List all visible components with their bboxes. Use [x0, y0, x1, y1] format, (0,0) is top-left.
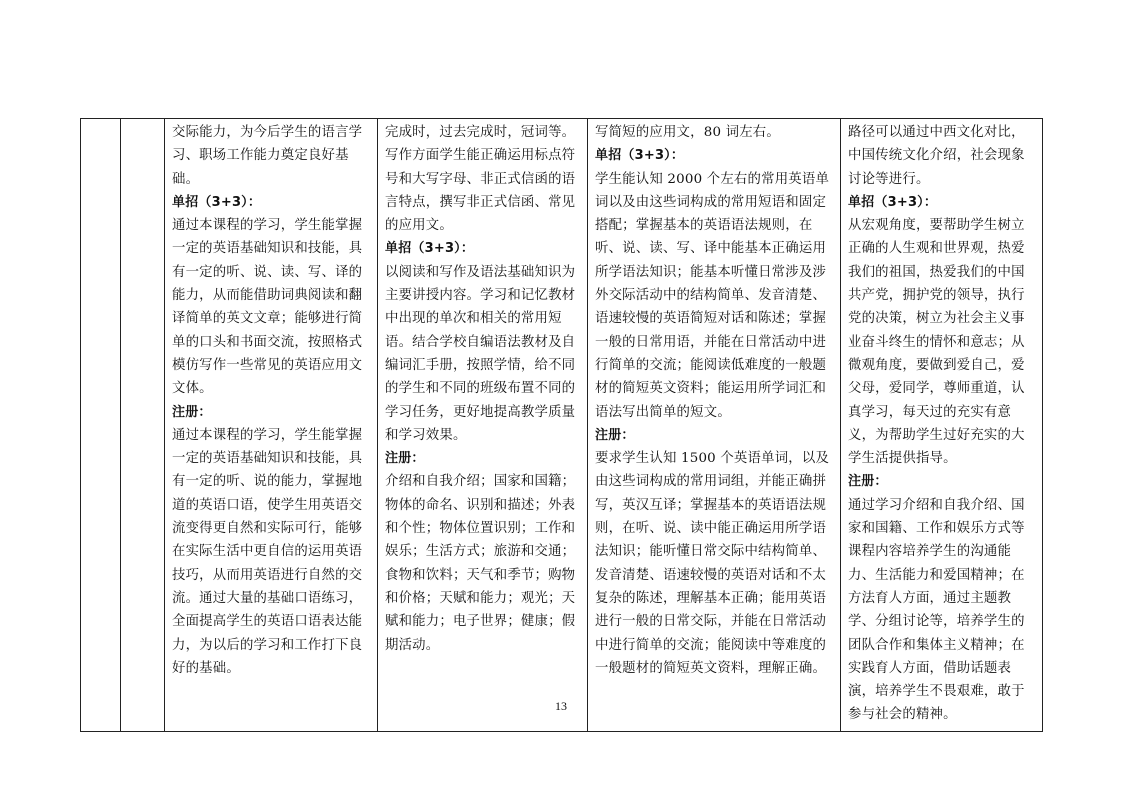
- blank-cell: [81, 119, 121, 732]
- section-heading: 单招（3+3）：: [385, 241, 475, 257]
- paragraph: 从宏观角度，要帮助学生树立正确的人生观和世界观，热爱我们的祖国，热爱我们的中国共产党，拥护党的领导，执行党的决策，树立为社会主义事业奋斗终生的情怀和意志；从微观角度，要做到爱自己，爱父母，爱同学，尊师重道，认真学习，每天过的充实有意义，为帮助学生过好充实的大学生活提供指导。: [848, 218, 1025, 467]
- paragraph: 写简短的应用文，80 词左右。: [595, 125, 780, 140]
- page-number: 13: [555, 699, 567, 713]
- section-heading: 注册：: [848, 474, 888, 490]
- paragraph: 通过本课程的学习，学生能掌握一定的英语基础知识和技能，具有一定的听、说的能力，掌握地道的英语口语，使学生用英语交流变得更自然和实际可行，能够在实际生活中更自信的运用英语技巧，从而用英语进行自然的交流。通过大量的基础口语练习，全面提高学生的英语口语表达能力，为以后的学习和工作打下良好的基础。: [172, 427, 363, 676]
- paragraph: 通过本课程的学习，学生能掌握一定的英语基础知识和技能，具有一定的听、说、读、写、译的能力，从而能借助词典阅读和翻译简单的英文文章；能够进行简单的口头和书面交流，按照格式模仿写作一些常见的英语应用文文体。: [172, 218, 363, 397]
- course-table: [80, 118, 1043, 732]
- table-row: [81, 119, 1043, 732]
- blank-cell: [121, 119, 165, 732]
- table-cell: [841, 119, 1043, 732]
- paragraph: 介绍和自我介绍；国家和国籍；物体的命名、识别和描述；外表和个性；物体位置识别；工作和娱乐；生活方式；旅游和交通；食物和饮料；天气和季节；购物和价格；天赋和能力；观光；天赋和能力；电子世界；健康；假期活动。: [385, 474, 576, 653]
- paragraph: 学生能认知 2000 个左右的常用英语单词以及由这些词构成的常用短语和固定搭配；掌握基本的英语语法规则，在听、说、读、写、译中能基本正确运用所学语法知识；能基本听懂日常涉及涉外交际活动中的结构简单、发音清楚、语速较慢的英语简短对话和陈述；掌握一般的日常用语，并能在日常活动中进行简单的交流；能阅读低难度的一般题材的简短英文资料；能运用所学词汇和语法写出简单的短文。: [595, 171, 830, 420]
- table-cell: [378, 119, 588, 732]
- section-heading: 单招（3+3）：: [595, 148, 685, 164]
- paragraph: 通过学习介绍和自我介绍、国家和国籍、工作和娱乐方式等课程内容培养学生的沟通能力、生活能力和爱国精神；在方法育人方面，通过主题教学、分组讨论等，培养学生的团队合作和集体主义精神；在实践育人方面，借助话题表演，培养学生不畏艰难，敢于参与社会的精神。: [848, 497, 1025, 723]
- paragraph: 交际能力，为今后学生的语言学习、职场工作能力奠定良好基础。: [172, 125, 363, 187]
- section-heading: 单招（3+3）：: [848, 194, 938, 210]
- paragraph: 完成时，过去完成时，冠词等。写作方面学生能正确运用标点符号和大写字母、非正式信函的语言特点，撰写非正式信函、常见的应用文。: [385, 125, 576, 234]
- section-heading: 注册：: [172, 404, 212, 420]
- table-cell: [165, 119, 378, 732]
- paragraph: 要求学生认知 1500 个英语单词，以及由这些词构成的常用词组，并能正确拼写，英汉互译；掌握基本的英语语法规则，在听、说、读中能正确运用所学语法知识；能听懂日常交际中结构简单、发音清楚、语速较慢的英语对话和不太复杂的陈述，理解基本正确；能用英语进行一般的日常交际，并能在日常活动中进行简单的交流；能阅读中等难度的一般题材的简短英文资料，理解正确。: [595, 451, 830, 676]
- paragraph: 路径可以通过中西文化对比，中国传统文化介绍，社会现象讨论等进行。: [848, 125, 1025, 187]
- section-heading: 单招（3+3）：: [172, 194, 262, 210]
- table-cell: [588, 119, 841, 732]
- section-heading: 注册：: [385, 451, 425, 467]
- section-heading: 注册：: [595, 427, 635, 443]
- paragraph: 以阅读和写作及语法基础知识为主要讲授内容。学习和记忆教材中出现的单次和相关的常用短语。结合学校自编语法教材及自编词汇手册，按照学情，给不同的学生和不同的班级布置不同的学习任务，更好地提高教学质量和学习效果。: [385, 264, 576, 443]
